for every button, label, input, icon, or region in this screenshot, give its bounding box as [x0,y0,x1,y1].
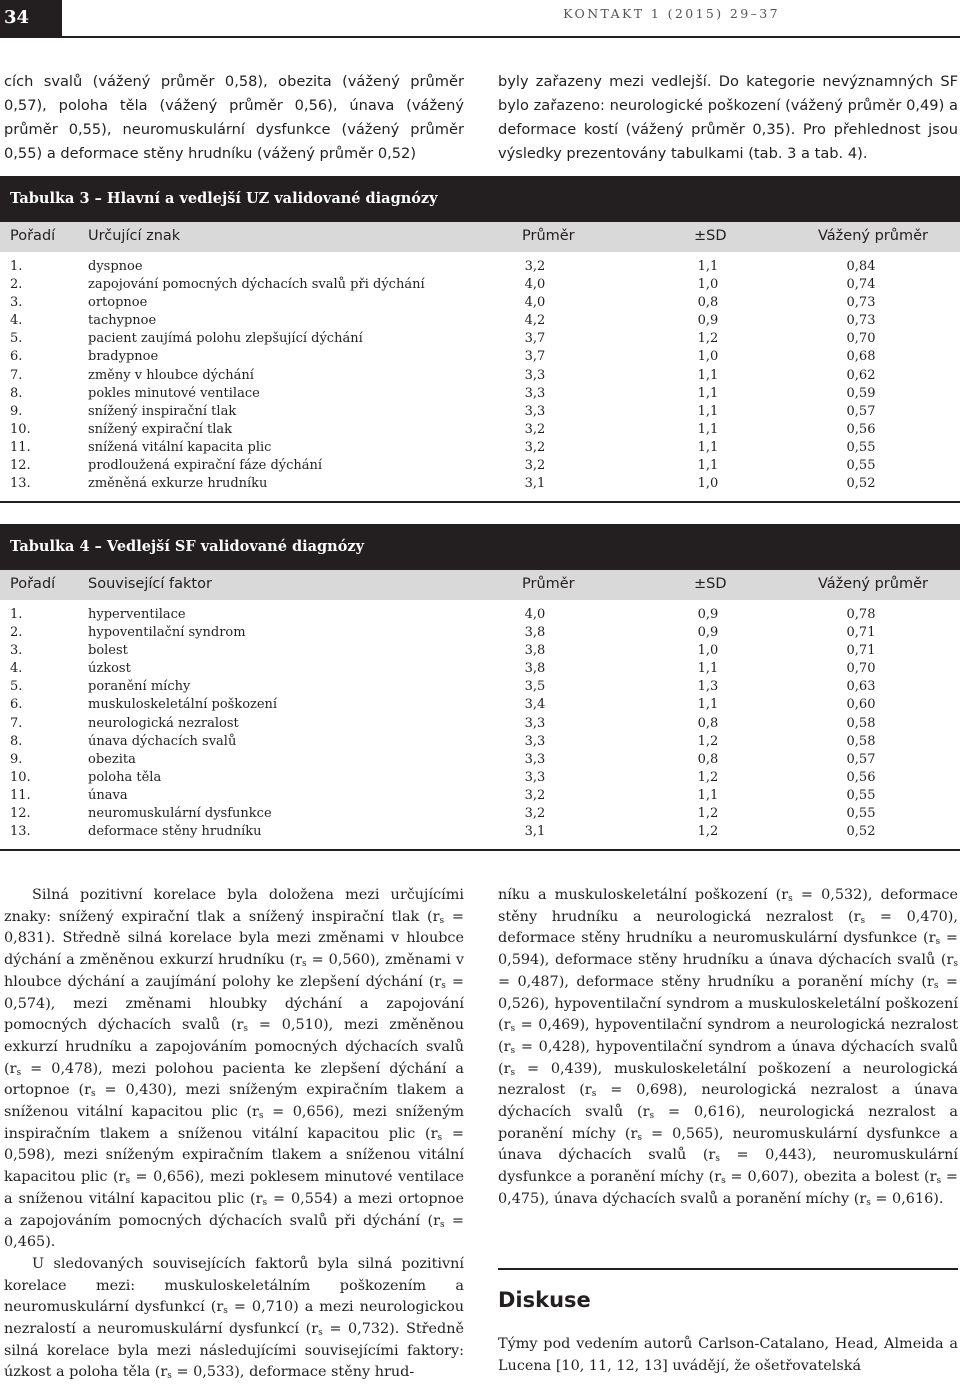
table-4-header [0,570,960,600]
journal-pages: –37 [750,6,780,21]
row-order: 9. [10,751,23,767]
row-weighted: 0,71 [846,643,876,659]
table-row [0,403,960,421]
row-label: neuromuskulární dysfunkce [88,806,272,822]
row-weighted: 0,55 [846,458,876,474]
row-label: úzkost [88,661,131,677]
row-weighted: 0,56 [846,769,876,785]
row-label: neurologická nezralost [88,715,239,731]
row-weighted: 0,58 [846,733,876,749]
table-4-title: Tabulka 4 – Vedlejší SF validované diagnózy [0,524,960,570]
table-row [0,624,960,642]
row-weighted: 0,55 [846,787,876,803]
row-mean: 3,4 [524,697,546,713]
row-label: obezita [88,751,136,767]
row-label: snížený inspirační tlak [88,403,237,419]
row-sd: 1,0 [697,476,719,492]
page-number: 34 [0,0,62,36]
col-header-factor: Související faktor [88,576,212,592]
row-weighted: 0,62 [846,367,876,383]
row-mean: 3,8 [524,643,546,659]
row-order: 4. [10,661,23,677]
table-row [0,294,960,312]
row-order: 7. [10,367,23,383]
row-label: změněná exkurze hrudníku [88,476,268,492]
row-label: únava [88,787,128,803]
row-label: bolest [88,643,128,659]
row-mean: 3,7 [524,331,546,347]
row-order: 5. [10,679,23,695]
table-row [0,678,960,696]
row-mean: 3,8 [524,625,546,641]
row-sd: 1,1 [697,439,719,455]
row-sd: 1,1 [697,458,719,474]
discussion-text: Týmy pod vedením autorů Carlson-Catalano, Head, Almeida a Lucena [10, 11, 12, 13] uvádějí, že ošetřovatelská [498,1336,958,1374]
row-mean: 3,2 [524,259,546,274]
journal-name: KONTAKT 1 (2015) 29 [563,6,751,21]
row-sd: 1,1 [697,661,719,677]
row-weighted: 0,73 [846,295,876,311]
row-label: změny v hloubce dýchání [88,367,254,383]
table-row [0,606,960,624]
table-row [0,823,960,841]
row-mean: 3,3 [524,769,546,785]
row-weighted: 0,68 [846,349,876,365]
body-right-column [498,885,958,1211]
row-mean: 3,3 [524,715,546,731]
table-row [0,312,960,330]
row-label: pacient zaujímá polohu zlepšující dýchání [88,331,363,347]
row-order: 7. [10,715,23,731]
row-sd: 1,0 [697,349,719,365]
row-weighted: 0,56 [846,421,876,437]
row-order: 8. [10,733,23,749]
body-left-paragraph-2: U sledovaných souvisejících faktorů byla silná pozitivní korelace mezi: muskuloskeletálním poškozením a neuromuskulární dysfunkcí $(r_s = 0,710)$ a mezi neurologickou nezralostí a neuromuskulární dysfunkcí $(r_s = 0,732)$. Středně silná korelace byla mezi následujícími souvisejícími faktory: úzkost a poloha těla $(r_s = 0,533)$, deformace stěny hrud- [4,1255,464,1382]
row-mean: 4,0 [524,277,546,293]
row-sd: 0,9 [697,313,719,329]
row-weighted: 0,84 [846,259,876,274]
row-sd: 0,9 [697,625,719,641]
row-label: snížený expirační tlak [88,421,233,437]
row-label: deformace stěny hrudníku [88,824,262,840]
row-sd: 1,1 [697,259,719,274]
table-row [0,439,960,457]
table-3-bottom-rule [0,501,960,503]
row-order: 11. [10,439,31,455]
row-sd: 1,1 [697,403,719,419]
table-row [0,733,960,751]
row-label: únava dýchacích svalů [88,733,237,749]
col-header-sign: Určující znak [88,228,181,244]
row-sd: 1,2 [697,824,719,840]
row-sd: 1,0 [697,643,719,659]
row-order: 4. [10,313,23,329]
row-order: 10. [10,769,31,785]
table-3-title: Tabulka 3 – Hlavní a vedlejší UZ validované diagnózy [0,176,960,222]
table-row [0,660,960,678]
row-label: snížená vitální kapacita plic [88,439,272,455]
row-label: poranění míchy [88,679,191,695]
row-mean: 4,2 [524,313,546,329]
row-sd: 1,1 [697,697,719,713]
row-weighted: 0,59 [846,385,876,401]
table-row [0,330,960,348]
row-mean: 3,2 [524,787,546,803]
row-weighted: 0,70 [846,661,876,677]
col-header-weighted: Vážený průměr [818,228,928,244]
row-label: ortopnoe [88,295,148,311]
row-weighted: 0,52 [846,824,876,840]
row-label: hypoventilační syndrom [88,625,246,641]
body-left-column [4,885,464,1384]
row-weighted: 0,73 [846,313,876,329]
row-order: 2. [10,625,23,641]
row-order: 9. [10,403,23,419]
row-sd: 1,3 [697,679,719,695]
row-weighted: 0,55 [846,806,876,822]
row-sd: 0,9 [697,607,719,622]
row-mean: 3,7 [524,349,546,365]
table-row [0,457,960,475]
row-mean: 3,1 [524,476,546,492]
row-mean: 3,2 [524,806,546,822]
row-order: 1. [10,259,23,274]
table-row [0,769,960,787]
row-mean: 3,1 [524,824,546,840]
row-order: 10. [10,421,31,437]
body-right-paragraph-1: níku a muskuloskeletální poškození $(r_s = 0,532)$, deformace stěny hrudníku a neurologická nezralost $(r_s = 0,470)$, deformace stěny hrudníku a neuromuskulární dysfunkce $(r_s = 0,594)$, deformace stěny hrudníku a únava dýchacích svalů $(r_s = 0,487)$, deformace stěny hrudníku a poranění míchy $(r_s = 0,526)$, hypoventilační syndrom a muskuloskeletální poškození $(r_s = 0,469)$, hypoventilační syndrom a neurologická nezralost $(r_s = 0,428)$, hypoventilační syndrom a únava dýchacích svalů $(r_s = 0,439)$, muskuloskeletální poškození a neurologická nezralost $(r_s = 0,698)$, neurologická nezralost a únava dýchacích svalů $(r_s = 0,616)$, neurologická nezralost a poranění míchy $(r_s = 0,565)$, neuromuskulární dysfunkce a únava dýchacích svalů $(r_s = 0,443)$, neuromuskulární dysfunkce a poranění míchy $(r_s = 0,607)$, obezita a bolest $(r_s = 0,475)$, únava dýchacích svalů a poranění míchy $(r_s = 0,616)$. [498,887,959,1208]
row-weighted: 0,74 [846,277,876,293]
table-row [0,787,960,805]
table-4-bottom-rule [0,849,960,851]
header-rule [0,36,960,38]
row-order: 8. [10,385,23,401]
row-weighted: 0,78 [846,607,876,622]
row-sd: 1,2 [697,806,719,822]
row-mean: 3,3 [524,385,546,401]
row-sd: 1,1 [697,385,719,401]
row-mean: 3,8 [524,661,546,677]
row-order: 1. [10,607,23,622]
row-order: 3. [10,643,23,659]
row-weighted: 0,58 [846,715,876,731]
row-mean: 3,3 [524,733,546,749]
row-mean: 4,0 [524,607,546,622]
row-order: 5. [10,331,23,347]
table-row [0,696,960,714]
col-header-sd: ±SD [694,228,727,244]
row-weighted: 0,71 [846,625,876,641]
table-row [0,642,960,660]
row-order: 6. [10,349,23,365]
row-sd: 1,1 [697,367,719,383]
col-header-sd: ±SD [694,576,727,592]
intro-right-text: byly zařazeny mezi vedlejší. Do kategorie nevýznamných SF bylo zařazeno: neurologické poškození (vážený průměr 0,49) a deformace kostí (vážený průměr 0,35). Pro přehlednost jsou výsledky prezentovány tabulkami (tab. 3 a tab. 4). [498,73,958,162]
row-mean: 4,0 [524,295,546,311]
col-header-mean: Průměr [522,228,575,244]
row-label: bradypnoe [88,349,159,365]
body-left-paragraph-1: Silná pozitivní korelace byla doložena mezi určujícími znaky: snížený expirační tlak a snížený inspirační tlak $(r_s = 0,831)$. Středně silná korelace byla mezi změnami v hloubce dýchání a změněnou exkurzí hrudníku $(r_s = 0,560)$, změnami v hloubce dýchání a zaujímání polohy ke zlepšení dýchání $(r_s = 0,574)$, mezi změnami hloubky dýchání a zapojování pomocných dýchacích svalů $(r_s = 0,510)$, mezi změněnou exkurzí hrudníku a zapojováním pomocných dýchacích svalů $(r_s = 0,478)$, mezi polohou pacienta ke zlepšení dýchání a ortopnoe $(r_s = 0,430)$, mezi sníženým expiračním tlakem a sníženou vitální kapacitou plic $(r_s = 0,656)$, mezi sníženým inspiračním tlakem a sníženou vitální kapacitou plic $(r_s = 0,598)$, mezi sníženým expiračním tlakem a sníženou vitální kapacitou plic $(r_s = 0,656)$, mezi poklesem minutové ventilace a sníženou vitální kapacitou plic $(r_s = 0,554)$ a mezi ortopnoe a zapojováním pomocných dýchacích svalů při dýchání $(r_s = 0,465)$. [4,887,465,1251]
row-mean: 3,3 [524,751,546,767]
row-label: muskuloskeletální poškození [88,697,278,713]
table-row [0,475,960,493]
table-row [0,805,960,823]
table-3-header [0,222,960,252]
row-weighted: 0,57 [846,403,876,419]
row-mean: 3,2 [524,421,546,437]
table-row [0,258,960,276]
table-row [0,348,960,366]
table-row [0,276,960,294]
row-mean: 3,5 [524,679,546,695]
row-sd: 0,8 [697,751,719,767]
discussion-heading: Diskuse [498,1288,591,1312]
table-row [0,715,960,733]
row-order: 12. [10,458,31,474]
table-row [0,385,960,403]
row-label: hyperventilace [88,607,186,622]
table-4 [0,524,960,851]
intro-right-column [498,70,958,166]
journal-header [563,6,780,21]
row-order: 6. [10,697,23,713]
col-header-order: Pořadí [10,576,56,592]
row-sd: 1,2 [697,769,719,785]
row-label: zapojování pomocných dýchacích svalů při dýchání [88,277,425,293]
table-row [0,367,960,385]
row-label: poloha těla [88,769,162,785]
row-mean: 3,2 [524,439,546,455]
row-order: 3. [10,295,23,311]
row-order: 13. [10,476,31,492]
intro-left-column [4,70,464,166]
row-sd: 0,8 [697,715,719,731]
row-mean: 3,2 [524,458,546,474]
table-3-rows [0,252,960,493]
col-header-weighted: Vážený průměr [818,576,928,592]
intro-left-text: cích svalů (vážený průměr 0,58), obezita (vážený průměr 0,57), poloha těla (vážený průměr 0,56), únava (vážený průměr 0,55), neuromuskulární dysfunkce (vážený průměr 0,55) a deformace stěny hrudníku (vážený průměr 0,52) [4,73,464,162]
row-weighted: 0,57 [846,751,876,767]
row-weighted: 0,55 [846,439,876,455]
row-weighted: 0,60 [846,697,876,713]
row-sd: 1,2 [697,331,719,347]
row-order: 13. [10,824,31,840]
row-sd: 1,1 [697,421,719,437]
table-row [0,421,960,439]
row-label: prodloužená expirační fáze dýchání [88,458,323,474]
table-row [0,751,960,769]
row-weighted: 0,63 [846,679,876,695]
table-3 [0,176,960,503]
col-header-mean: Průměr [522,576,575,592]
row-mean: 3,3 [524,403,546,419]
row-label: tachypnoe [88,313,157,329]
row-mean: 3,3 [524,367,546,383]
row-label: dyspnoe [88,259,143,274]
row-sd: 1,1 [697,787,719,803]
row-sd: 1,0 [697,277,719,293]
row-order: 11. [10,787,31,803]
table-4-rows [0,600,960,841]
row-order: 2. [10,277,23,293]
col-header-order: Pořadí [10,228,56,244]
row-sd: 0,8 [697,295,719,311]
row-order: 12. [10,806,31,822]
row-sd: 1,2 [697,733,719,749]
discussion-rule [498,1268,958,1270]
row-weighted: 0,70 [846,331,876,347]
row-weighted: 0,52 [846,476,876,492]
row-label: pokles minutové ventilace [88,385,260,401]
